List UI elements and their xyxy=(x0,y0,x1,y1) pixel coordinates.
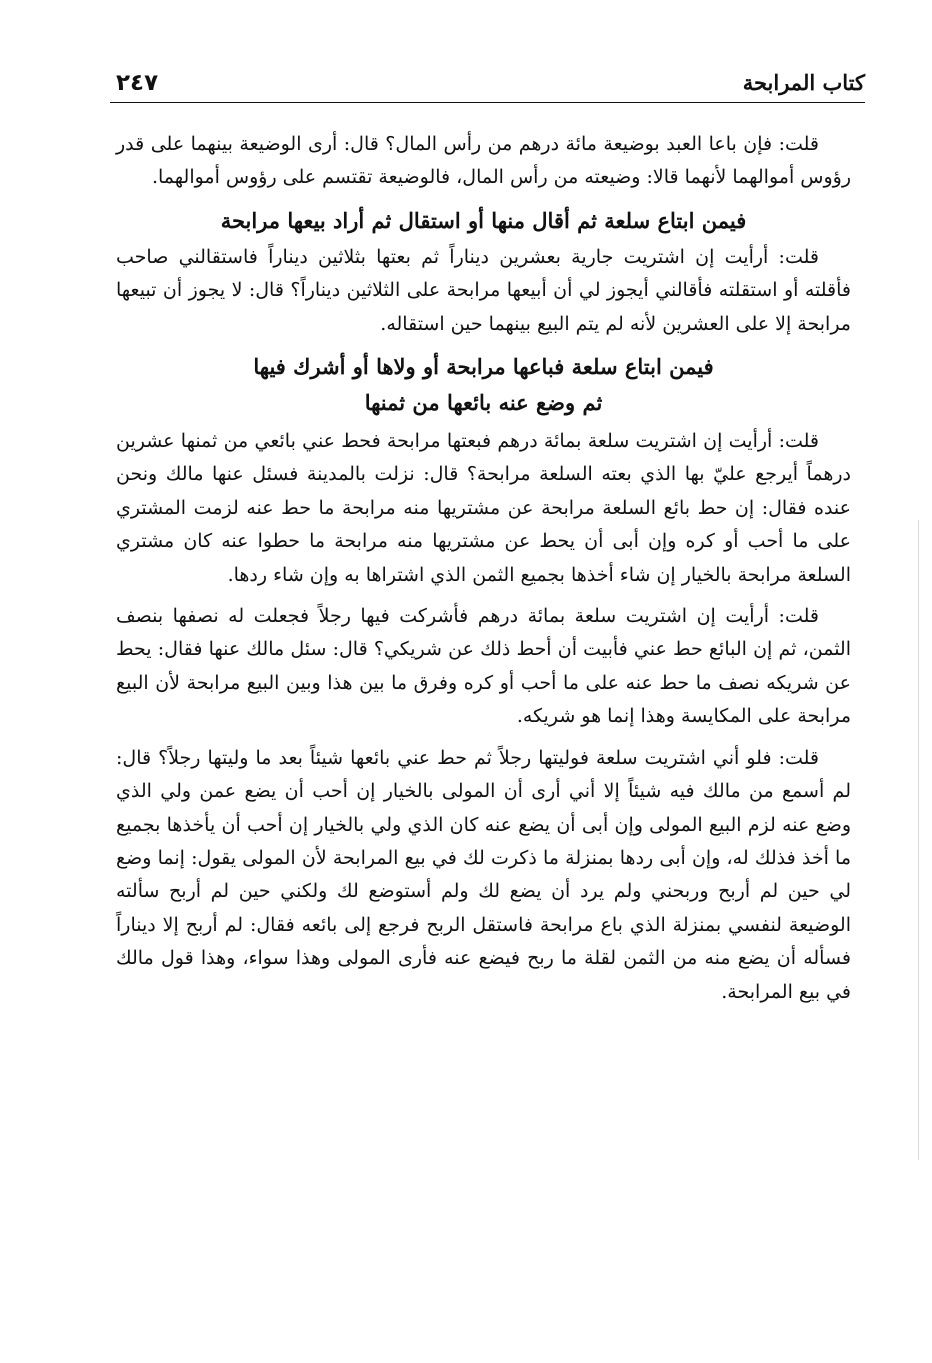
page-number: ٢٤٧ xyxy=(116,70,159,96)
section-heading-2-line-1: فيمن ابتاع سلعة فباعها مرابحة أو ولاها أو أشرك فيها xyxy=(253,354,714,380)
paragraph-2: قلت: أرأيت إن اشتريت جارية بعشرين ديناراً ثم بعتها بثلاثين ديناراً فاستقالني صاحب فأقلته أو استقلته فأقالني أيجوز لي أن أبيعها مرابحة على الثلاثين ديناراً؟ قال: لا يجوز أن تبيعها مرابحة إلا على العشرين لأنه لم يتم البيع بينهما حين استقاله. xyxy=(116,245,851,335)
page-header xyxy=(110,68,865,102)
paragraph-5: قلت: فلو أني اشتريت سلعة فوليتها رجلاً ثم حط عني بائعها شيئاً بعد ما وليتها رجلاً؟ قال: لم أسمع من مالك فيه شيئاً إلا أني أرى أن المولى بالخيار إن أحب أن يضع عمن ولي الذي وضع عنه لزم البيع المولى وإن أبى أن يضع عنه كان الذي ولي بالخيار إن أحب أن يأخذها بجميع ما أخذ فذلك له، وإن أبى ردها بمنزلة ما ذكرت لك في بيع المرابحة لأن المولى يقول: إنما وضع لي حين لم أربح وربحني ولم يرد أن يضع لك ولم أستوضع لك ولكني حين لم أربح سألته الوضيعة لنفسي بمنزلة الذي باع مرابحة فاستقل الربح فرجع إلى بائعه فقال: لم أربح إلا ديناراً فسأله أن يضع منه من الثمن لقلة ما ربح فيضع عنه فأرى المولى وهذا سواء، وهذا قول مالك في بيع المرابحة. xyxy=(116,746,851,1003)
section-heading-1: فيمن ابتاع سلعة ثم أقال منها أو استقال ثم أراد بيعها مرابحة xyxy=(220,207,747,233)
section-heading-2-line-2: ثم وضع عنه بائعها من ثمنها xyxy=(364,390,603,416)
running-title: كتاب المرابحة xyxy=(742,70,865,95)
header-divider xyxy=(110,102,865,103)
scan-edge-line xyxy=(918,520,919,1160)
paragraph-1: قلت: فإن باعا العبد بوضيعة مائة درهم من رأس المال؟ قال: أرى الوضيعة بينهما على قدر رؤوس أموالهما لأنهما قالا: وضيعته من رأس المال، فالوضيعة تقتسم على رؤوس أموالهما. xyxy=(116,133,851,189)
paragraph-4: قلت: أرأيت إن اشتريت سلعة بمائة درهم فأشركت فيها رجلاً فجعلت له نصفها بنصف الثمن، ثم إن البائع حط عني فأبيت أن أحط ذلك عن شريكي؟ قال: سئل مالك عنها فقال: يحط عن شريكه نصف ما حط عنه على ما أحب أو كره وفرق ما بين هذا وبين البيع مرابحة لأن البيع مرابحة على المكايسة وهذا إنما هو شريكه. xyxy=(116,605,851,728)
paragraph-3: قلت: أرأيت إن اشتريت سلعة بمائة درهم فبعتها مرابحة فحط عني بائعي من ثمنها عشرين درهماً أيرجع عليّ بها الذي بعته السلعة مرابحة؟ قال: نزلت بالمدينة فسئل عنها مالك ونحن عنده فقال: إن حط بائع السلعة مرابحة عن مشتريها منه مرابحة ما حط عنه لزمت المشتري على ما أحب أو كره وإن أبى أن يحط عن مشتريها منه مرابحة ما حطوا عنه كان مشتري السلعة مرابحة بالخيار إن شاء أخذها بجميع الثمن الذي اشتراها به وإن شاء ردها. xyxy=(116,430,851,586)
page-body xyxy=(116,128,851,1009)
